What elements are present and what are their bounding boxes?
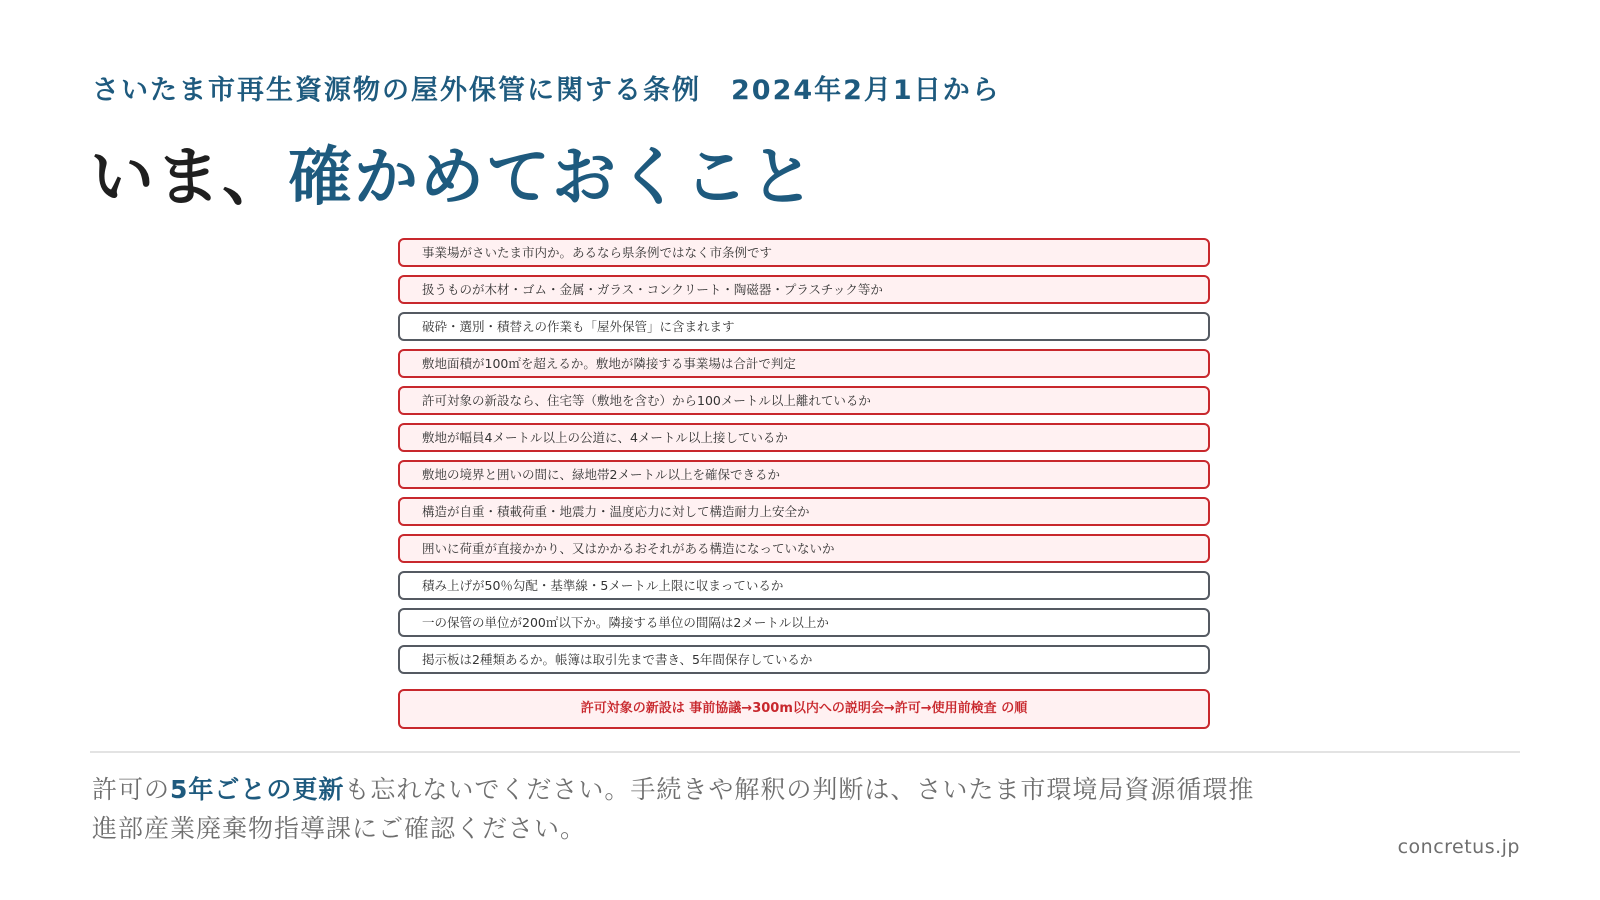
checklist-item: 許可対象の新設なら、住宅等（敷地を含む）から100メートル以上離れているか (398, 386, 1210, 415)
checklist-item: 敷地の境界と囲いの間に、緑地帯2メートル以上を確保できるか (398, 460, 1210, 489)
footer-highlight: 5年ごとの更新 (170, 775, 345, 804)
footer-text (92, 770, 1272, 848)
checklist-item: 破砕・選別・積替えの作業も「屋外保管」に含まれます (398, 312, 1210, 341)
ordinance-name: さいたま市再生資源物の屋外保管に関する条例 (92, 75, 701, 106)
page-title (90, 126, 816, 218)
checklist-item: 構造が自重・積載荷重・地震力・温度応力に対して構造耐力上安全か (398, 497, 1210, 526)
checklist-item: 事業場がさいたま市内か。あるなら県条例ではなく市条例です (398, 238, 1210, 267)
effective-date: 2024年2月1日から (731, 75, 1001, 106)
checklist-item: 敷地面積が100㎡を超えるか。敷地が隣接する事業場は合計で判定 (398, 349, 1210, 378)
checklist-item: 掲示板は2種類あるか。帳簿は取引先まで書き、5年間保存しているか (398, 645, 1210, 674)
title-prefix: いま、 (90, 141, 288, 215)
checklist-item: 一の保管の単位が200㎡以下か。隣接する単位の間隔は2メートル以上か (398, 608, 1210, 637)
checklist-item: 扱うものが木材・ゴム・金属・ガラス・コンクリート・陶磁器・プラスチック等か (398, 275, 1210, 304)
footer-text-after: も忘れないでください。手続きや解釈の判断は、さいたま市環境局資源循環推進部産業廃棄物指導課にご確認ください。 (92, 775, 1255, 843)
checklist-item: 囲いに荷重が直接かかり、又はかかるおそれがある構造になっていないか (398, 534, 1210, 563)
footer-text-before: 許可の (92, 775, 171, 804)
divider (90, 751, 1520, 753)
site-name: concretus.jp (1397, 836, 1520, 858)
checklist-item: 積み上げが50％勾配・基準線・5メートル上限に収まっているか (398, 571, 1210, 600)
checklist (398, 238, 1210, 682)
subtitle (92, 68, 1001, 107)
title-accent: 確かめておくこと (288, 141, 816, 215)
checklist-item: 敷地が幅員4メートル以上の公道に、4メートル以上接しているか (398, 423, 1210, 452)
procedure-note: 許可対象の新設は 事前協議→300m以内への説明会→許可→使用前検査 の順 (398, 689, 1210, 729)
